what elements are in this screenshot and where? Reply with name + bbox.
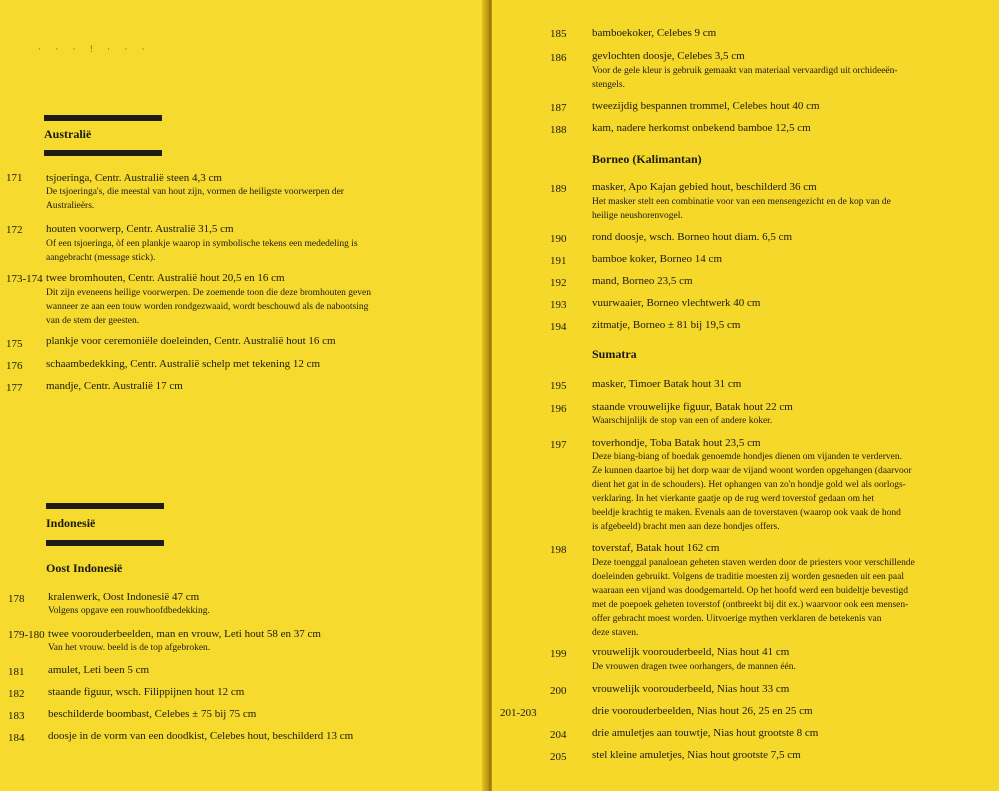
catalog-number: 172	[6, 224, 23, 236]
catalog-entry: mandje, Centr. Australië 17 cm	[46, 380, 183, 392]
catalog-description: Volgens opgave een rouwhoofdbedekking.	[48, 606, 210, 616]
section-heading-indonesie: Indonesië	[46, 516, 96, 530]
catalog-entry: houten voorwerp, Centr. Australië 31,5 cm	[46, 223, 234, 235]
section-rule-top	[44, 115, 162, 121]
catalog-number: 176	[6, 360, 23, 372]
catalog-number: 194	[550, 321, 567, 333]
catalog-entry: rond doosje, wsch. Borneo hout diam. 6,5 cm	[592, 231, 793, 243]
section-heading-australie: Australië	[44, 127, 92, 141]
section-heading-borneo: Borneo (Kalimantan)	[592, 152, 702, 166]
catalog-entry: vrouwelijk voorouderbeeld, Nias hout 41 cm	[592, 646, 790, 658]
catalog-number: 198	[550, 544, 567, 556]
catalog-description: Van het vrouw. beeld is de top afgebroken.	[48, 643, 211, 653]
catalog-number: 196	[550, 403, 567, 415]
catalog-description: verklaring. In het vierkante gaatje op de rug werd toverstof gedaan om het	[592, 494, 874, 504]
catalog-number: 175	[6, 338, 23, 350]
catalog-entry: mand, Borneo 23,5 cm	[592, 275, 693, 287]
catalog-entry: twee bromhouten, Centr. Australië hout 20,5 en 16 cm	[46, 272, 285, 284]
catalog-description: Voor de gele kleur is gebruik gemaakt van materiaal vervaardigd uit orchideeën-	[592, 66, 898, 76]
catalog-number: 181	[8, 666, 25, 678]
catalog-description: aangebracht (message stick).	[46, 253, 156, 263]
catalog-number: 178	[8, 593, 25, 605]
catalog-description: Deze toenggal panaloean geheten staven werden door de priesters voor verschillende	[592, 558, 915, 568]
catalog-description: Of een tsjoeringa, òf een plankje waarop in symbolische tekens een mededeling is	[46, 239, 358, 249]
catalog-description: is afgebeeld) bracht men aan deze hondjes offers.	[592, 522, 780, 532]
section-heading-sumatra: Sumatra	[592, 347, 637, 361]
catalog-entry: drie voorouderbeelden, Nias hout 26, 25 en 25 cm	[592, 705, 813, 717]
catalog-entry: stel kleine amuletjes, Nias hout grootste 7,5 cm	[592, 749, 801, 761]
catalog-entry: tsjoeringa, Centr. Australië steen 4,3 cm	[46, 172, 222, 184]
catalog-number: 200	[550, 685, 567, 697]
catalog-description: Het masker stelt een combinatie voor van een mensengezicht en de kop van de	[592, 197, 891, 207]
catalog-number: 205	[550, 751, 567, 763]
catalog-description: offer gebracht moest worden. Uitvoerige mythen verklaren de betekenis van	[592, 614, 882, 624]
catalog-entry: beschilderde boombast, Celebes ± 75 bij 75 cm	[48, 708, 257, 720]
catalog-number: 204	[550, 729, 567, 741]
catalog-entry: twee voorouderbeelden, man en vrouw, Leti hout 58 en 37 cm	[48, 628, 321, 640]
catalog-entry: amulet, Leti been 5 cm	[48, 664, 150, 676]
catalog-entry: bamboekoker, Celebes 9 cm	[592, 27, 717, 39]
catalog-description: Ze kunnen daartoe bij het dorp waar de vijand woont worden opgehangen (daarvoor	[592, 466, 912, 476]
catalog-entry: vrouwelijk voorouderbeeld, Nias hout 33 cm	[592, 683, 790, 695]
catalog-description: met de poepoek geheten toverstof (ontbreekt bij dit ex.) waarvoor ook een mensen-	[592, 600, 909, 610]
catalog-description: dient het gat in de schouders). Het ophangen van zo'n hondje gold wel als oorlogs-	[592, 480, 906, 490]
catalog-description: Deze biang-biang of boedak genoemde hondjes dienen om vijanden te verderven.	[592, 452, 902, 462]
catalog-number: 182	[8, 688, 25, 700]
catalog-description: De vrouwen dragen twee oorhangers, de mannen één.	[592, 662, 796, 672]
section-rule-bottom	[46, 540, 164, 546]
catalog-number: 179-180	[8, 629, 45, 641]
catalog-number: 193	[550, 299, 567, 311]
catalog-number: 171	[6, 172, 23, 184]
catalog-number: 187	[550, 102, 567, 114]
catalog-number: 189	[550, 183, 567, 195]
section-rule-top	[46, 503, 164, 509]
catalog-entry: staande figuur, wsch. Filippijnen hout 12 cm	[48, 686, 245, 698]
catalog-number: 191	[550, 255, 567, 267]
catalog-entry: doosje in de vorm van een doodkist, Celebes hout, beschilderd 13 cm	[48, 730, 354, 742]
page-smudge: · · · ! · · ·	[38, 44, 151, 54]
catalog-entry: vuurwaaier, Borneo vlechtwerk 40 cm	[592, 297, 761, 309]
catalog-number: 184	[8, 732, 25, 744]
catalog-entry: toverstaf, Batak hout 162 cm	[592, 542, 720, 554]
catalog-entry: drie amuletjes aan touwtje, Nias hout grootste 8 cm	[592, 727, 819, 739]
catalog-entry: toverhondje, Toba Batak hout 23,5 cm	[592, 437, 761, 449]
catalog-number: 199	[550, 648, 567, 660]
catalog-description: beeldje krachtig te maken. Evenals aan de toverstaven (waarop ook vaak de hond	[592, 508, 901, 518]
catalog-description: Dit zijn eveneens heilige voorwerpen. De zoemende toon die deze bromhouten geven	[46, 288, 371, 298]
catalog-number: 177	[6, 382, 23, 394]
catalog-entry: bamboe koker, Borneo 14 cm	[592, 253, 722, 265]
catalog-number: 173-174	[6, 273, 43, 285]
catalog-entry: schaambedekking, Centr. Australië schelp met tekening 12 cm	[46, 358, 321, 370]
catalog-number: 192	[550, 277, 567, 289]
catalog-description: Australieërs.	[46, 201, 95, 211]
catalog-number: 186	[550, 52, 567, 64]
section-rule-bottom	[44, 150, 162, 156]
catalog-entry: gevlochten doosje, Celebes 3,5 cm	[592, 50, 745, 62]
catalog-description: Waarschijnlijk de stop van een of andere koker.	[592, 416, 773, 426]
catalog-description: De tsjoeringa's, die meestal van hout zijn, vormen de heiligste voorwerpen der	[46, 187, 344, 197]
catalog-number: 197	[550, 439, 567, 451]
catalog-entry: kam, nadere herkomst onbekend bamboe 12,5 cm	[592, 122, 811, 134]
catalog-entry: zitmatje, Borneo ± 81 bij 19,5 cm	[592, 319, 741, 331]
catalog-number: 195	[550, 380, 567, 392]
catalog-description: stengels.	[592, 80, 625, 90]
catalog-entry: masker, Timoer Batak hout 31 cm	[592, 378, 742, 390]
catalog-entry: plankje voor ceremoniële doeleinden, Centr. Australië hout 16 cm	[46, 335, 336, 347]
catalog-description: heilige neushorenvogel.	[592, 211, 683, 221]
catalog-description: wanneer ze aan een touw worden rondgezwaaid, wordt beschouwd als de nabootsing	[46, 302, 369, 312]
catalog-entry: staande vrouwelijke figuur, Batak hout 22 cm	[592, 401, 793, 413]
catalog-number: 185	[550, 28, 567, 40]
catalog-entry: kralenwerk, Oost Indonesië 47 cm	[48, 591, 200, 603]
catalog-description: van de stem der geesten.	[46, 316, 140, 326]
catalog-entry: masker, Apo Kajan gebied hout, beschilderd 36 cm	[592, 181, 817, 193]
catalog-number: 201-203	[500, 707, 537, 719]
section-heading-oost-indonesie: Oost Indonesië	[46, 561, 123, 575]
catalog-number: 183	[8, 710, 25, 722]
left-page	[0, 0, 488, 791]
catalog-description: deze staven.	[592, 628, 639, 638]
catalog-description: doeleinden gebruikt. Volgens de traditie moesten zij worden gesneden uit een paal	[592, 572, 905, 582]
right-page	[492, 0, 999, 791]
catalog-description: waaraan een vijand was doodgemarteld. Op het hoofd werd een buideltje bevestigd	[592, 586, 909, 596]
catalog-number: 190	[550, 233, 567, 245]
catalog-entry: tweezijdig bespannen trommel, Celebes hout 40 cm	[592, 100, 820, 112]
catalog-number: 188	[550, 124, 567, 136]
